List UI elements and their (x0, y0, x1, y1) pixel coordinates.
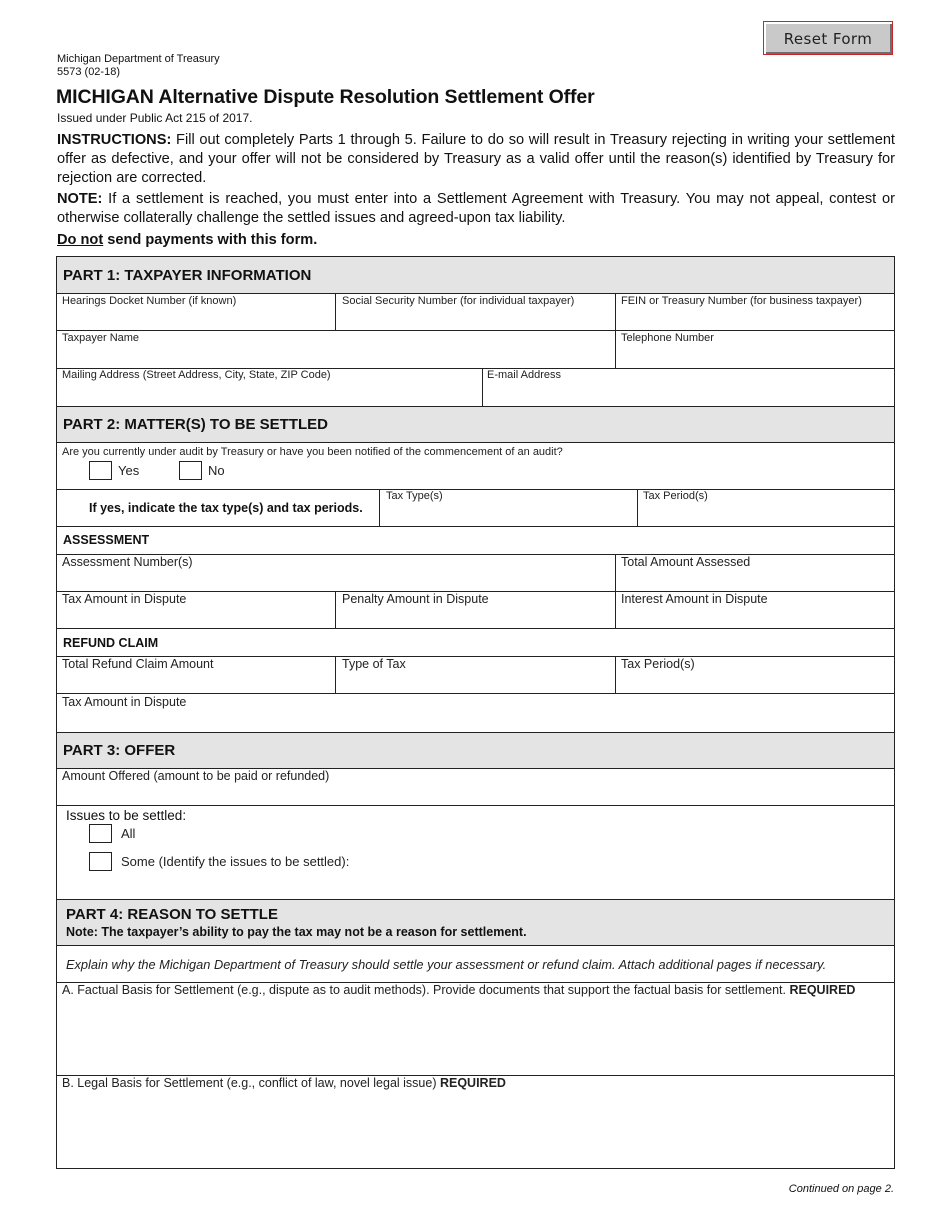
ssn-label: Social Security Number (for individual taxpayer) (342, 295, 575, 307)
tax-periods-label: Tax Period(s) (643, 490, 708, 502)
part3-heading: PART 3: OFFER (63, 742, 176, 759)
audit-question: Are you currently under audit by Treasury or have you been notified of the commencement of an audit? (62, 446, 563, 458)
issues-some-label: Some (Identify the issues to be settled): (121, 854, 350, 869)
tax-in-dispute-label: Tax Amount in Dispute (62, 592, 187, 606)
divider (57, 899, 894, 900)
refund-tax-period-label: Tax Period(s) (621, 657, 695, 671)
mailing-address-label: Mailing Address (Street Address, City, State, ZIP Code) (62, 369, 331, 381)
audit-no-label: No (208, 463, 225, 478)
instructions-label: INSTRUCTIONS: (57, 132, 172, 148)
amount-offered-label: Amount Offered (amount to be paid or refunded) (62, 769, 330, 783)
divider (57, 628, 894, 629)
department-name: Michigan Department of Treasury (57, 53, 220, 65)
audit-no-checkbox[interactable] (179, 461, 202, 480)
if-yes-instruction: If yes, indicate the tax type(s) and tax periods. (89, 501, 363, 515)
issues-label: Issues to be settled: (66, 808, 187, 823)
audit-yes-label: Yes (118, 463, 140, 478)
taxpayer-name-field[interactable] (57, 331, 615, 368)
total-assessed-label: Total Amount Assessed (621, 555, 751, 569)
assessment-numbers-label: Assessment Number(s) (62, 555, 193, 569)
continued-note: Continued on page 2. (788, 1183, 894, 1195)
assessment-heading: ASSESSMENT (63, 533, 150, 547)
factual-basis-text: A. Factual Basis for Settlement (e.g., dispute as to audit methods). Provide documents that support the factual basis for settlement. (62, 983, 790, 997)
type-of-tax-label: Type of Tax (342, 657, 406, 671)
telephone-label: Telephone Number (621, 332, 714, 344)
legal-basis-required: REQUIRED (439, 1076, 506, 1090)
payment-note-rest: send payments with this form. (103, 232, 318, 248)
instructions-text: Fill out completely Parts 1 through 5. Failure to do so will result in Treasury rejecting in writing your settlement offer as defective, and your offer will not be considered by Treasury as a valid offer until the reason(s) identified by Treasury for rejection are corrected. (57, 132, 895, 186)
legal-basis-text: B. Legal Basis for Settlement (e.g., conflict of law, novel legal issue) (62, 1076, 440, 1090)
penalty-in-dispute-label: Penalty Amount in Dispute (342, 592, 489, 606)
form-number: 5573 (02-18) (57, 66, 120, 78)
divider (57, 442, 894, 443)
factual-basis-label (62, 983, 855, 998)
part1-heading: PART 1: TAXPAYER INFORMATION (63, 267, 312, 284)
part4-note: Note: The taxpayer’s ability to pay the tax may not be a reason for settlement. (66, 925, 527, 939)
issued-under: Issued under Public Act 215 of 2017. (57, 111, 253, 125)
refund-tax-in-dispute-label: Tax Amount in Dispute (62, 695, 187, 709)
part4-heading: PART 4: REASON TO SETTLE (66, 906, 278, 923)
refund-claim-heading: REFUND CLAIM (63, 636, 159, 650)
instructions-paragraph (57, 131, 895, 188)
divider (57, 732, 894, 733)
part2-heading: PART 2: MATTER(S) TO BE SETTLED (63, 416, 328, 433)
divider (57, 526, 894, 527)
divider (57, 805, 894, 806)
page-title: MICHIGAN Alternative Dispute Resolution Settlement Offer (56, 86, 595, 108)
note-text: If a settlement is reached, you must enter into a Settlement Agreement with Treasury. You may not appeal, contest or otherwise collaterally challenge the settled issues and agreed-upon tax liability. (57, 191, 895, 226)
note-label: NOTE: (57, 191, 103, 207)
tax-types-label: Tax Type(s) (386, 490, 443, 502)
note-paragraph (57, 190, 895, 228)
total-refund-label: Total Refund Claim Amount (62, 657, 214, 671)
issues-all-label: All (121, 826, 136, 841)
audit-yes-checkbox[interactable] (89, 461, 112, 480)
divider (57, 406, 894, 407)
payment-note-do-not: Do not (57, 232, 104, 248)
part3-header-bg (57, 732, 894, 768)
fein-label: FEIN or Treasury Number (for business taxpayer) (621, 295, 862, 307)
reset-form-button[interactable]: Reset Form (763, 21, 893, 55)
issues-some-checkbox[interactable] (89, 852, 112, 871)
taxpayer-name-label: Taxpayer Name (62, 332, 140, 344)
interest-in-dispute-label: Interest Amount in Dispute (621, 592, 768, 606)
settlement-form (56, 256, 895, 1169)
factual-basis-required: REQUIRED (789, 983, 856, 997)
payment-note (57, 232, 317, 248)
email-label: E-mail Address (487, 369, 561, 381)
divider (57, 945, 894, 946)
issues-all-checkbox[interactable] (89, 824, 112, 843)
part4-explain: Explain why the Michigan Department of Treasury should settle your assessment or refund claim. Attach additional pages if necessary. (66, 957, 827, 972)
legal-basis-label (62, 1076, 506, 1091)
docket-number-label: Hearings Docket Number (if known) (62, 295, 237, 307)
